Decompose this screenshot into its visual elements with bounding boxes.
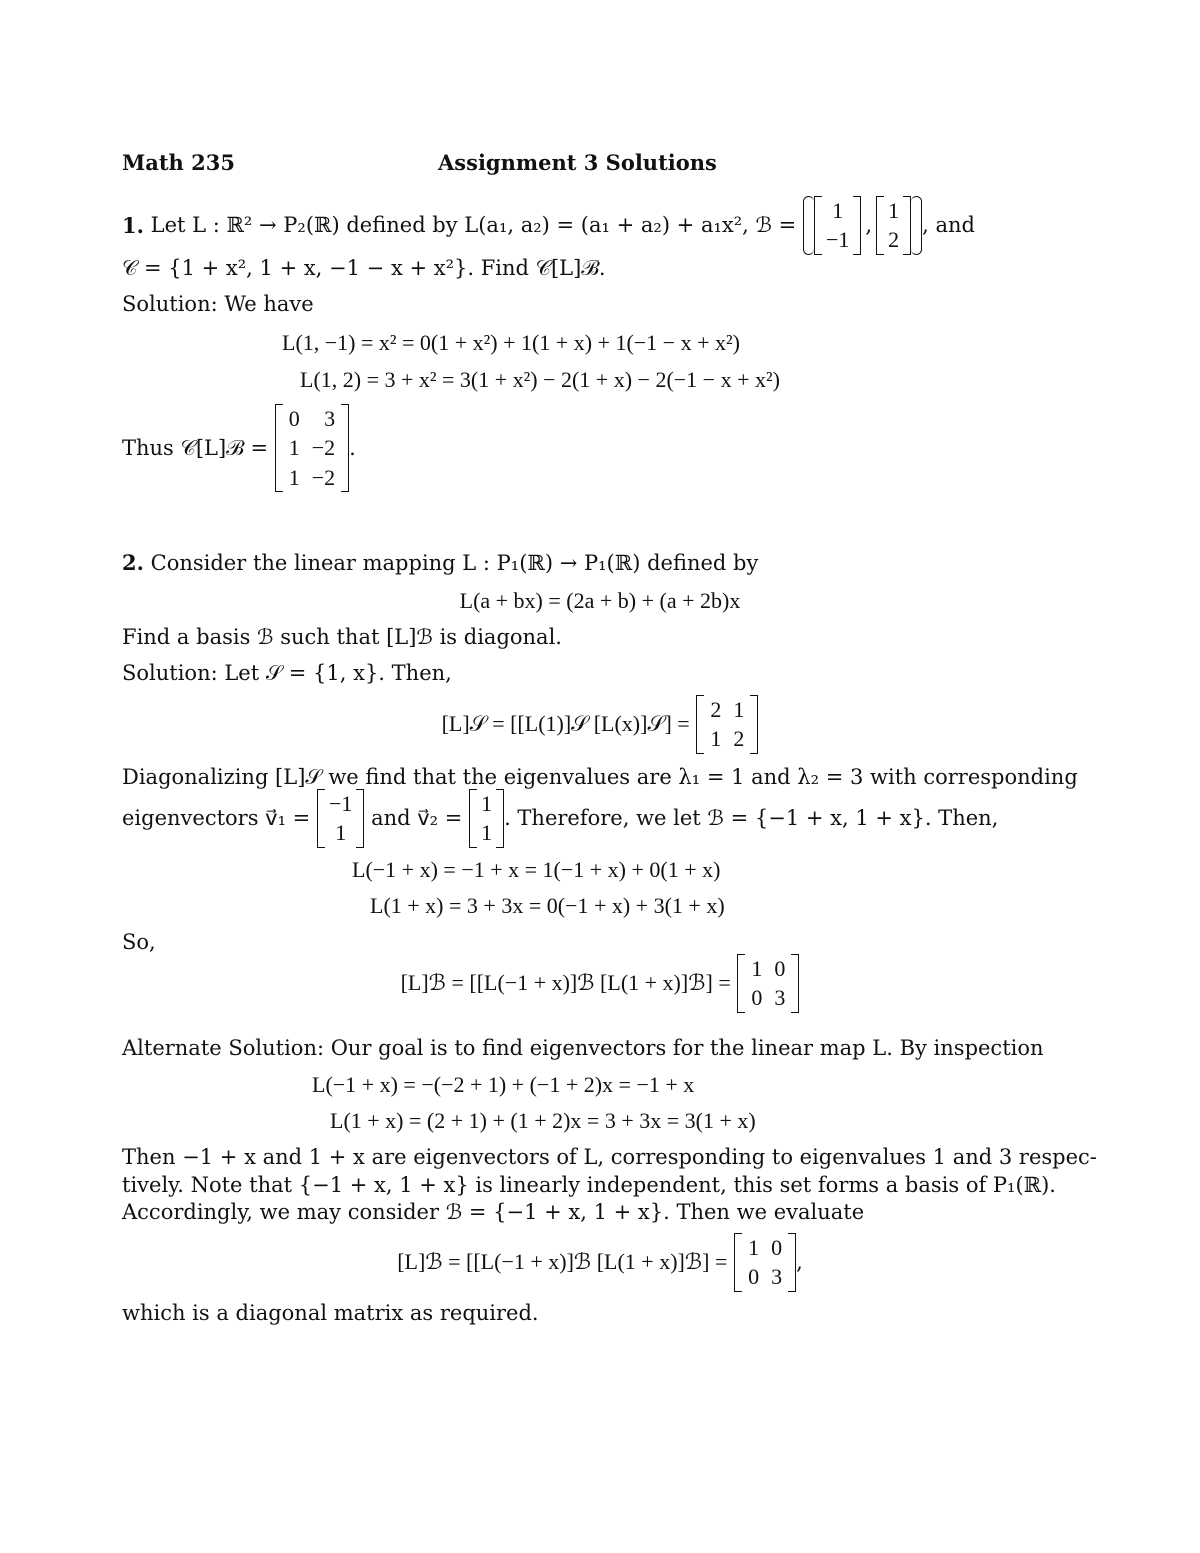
basis-B-vector-2	[876, 196, 911, 255]
cell: 2	[888, 227, 900, 252]
cell: 0	[774, 955, 786, 981]
cell: 1	[748, 1234, 760, 1260]
q2-alt-paragraph-3: Accordingly, we may consider ℬ = {−1 + x, 1 + x}. Then we evaluate	[122, 1200, 865, 1224]
q2-eigenvectors-line	[122, 789, 998, 847]
matrix-L-B	[737, 954, 799, 1013]
cell: −1	[328, 790, 353, 816]
cell: 1	[288, 464, 300, 490]
basis-B: 1 −1 , 1 2	[803, 196, 922, 255]
q2-alt-intro: Alternate Solution: Our goal is to find eigenvectors for the linear map L. By inspection	[122, 1036, 1044, 1060]
q2-LS-line	[0, 694, 1200, 754]
cell: 1	[481, 790, 493, 816]
cell: −1	[825, 227, 850, 252]
q2-task: Find a basis ℬ such that [L]ℬ is diagonal.	[122, 625, 562, 649]
q2-LB-line	[0, 953, 1200, 1013]
matrix-L-S	[696, 695, 758, 754]
q2-LB-equation: [L]ℬ = [[L(−1 + x)]ℬ [L(1 + x)]ℬ] =	[400, 970, 731, 995]
cell: 0	[748, 1264, 760, 1289]
q2-eig-suffix: . Therefore, we let ℬ = {−1 + x, 1 + x}. Then,	[504, 805, 999, 830]
cell: −2	[311, 435, 336, 461]
cell: 1	[751, 955, 763, 981]
q2-alt-paragraph-1: Then −1 + x and 1 + x are eigenvectors of L, corresponding to eigenvalues 1 and 3 respec-	[122, 1145, 1097, 1169]
q2-eig-prefix: eigenvectors v⃗₁ =	[122, 805, 311, 830]
cell: 1	[710, 726, 722, 751]
q2-so: So,	[122, 930, 156, 954]
q2-diagonalizing: Diagonalizing [L]𝒮 we find that the eigenvalues are λ₁ = 1 and λ₂ = 3 with corresponding	[122, 765, 1078, 789]
q1-equation-1: L(1, −1) = x² = 0(1 + x²) + 1(1 + x) + 1(−1 − x + x²)	[282, 330, 740, 355]
q1-end: .	[349, 435, 356, 460]
q2-map-equation: L(a + bx) = (2a + b) + (a + 2b)x	[459, 588, 741, 613]
basis-B-vector-1	[814, 196, 861, 255]
q2-LB2-equation: [L]ℬ = [[L(−1 + x)]ℬ [L(1 + x)]ℬ] =	[397, 1249, 728, 1274]
eigenvector-v2	[469, 789, 504, 848]
q2-final: which is a diagonal matrix as required.	[122, 1301, 539, 1325]
eigenvector-v1	[317, 789, 364, 848]
q1-line1-end: , and	[922, 212, 975, 237]
q1-thus-label: Thus 𝒞[L]ℬ =	[122, 435, 269, 460]
cell: 0	[751, 985, 763, 1010]
cell: 3	[774, 985, 786, 1010]
cell: 3	[324, 405, 336, 431]
course-name: Math 235	[122, 150, 235, 175]
q2-equation-4: L(1 + x) = 3 + 3x = 0(−1 + x) + 3(1 + x)	[370, 893, 725, 918]
q1-equation-2: L(1, 2) = 3 + x² = 3(1 + x²) − 2(1 + x) − 2(−1 − x + x²)	[300, 367, 780, 392]
assignment-title: Assignment 3 Solutions	[438, 150, 717, 175]
q2-LS-equation: [L]𝒮 = [[L(1)]𝒮 [L(x)]𝒮] =	[441, 711, 690, 736]
cell: 1	[832, 197, 844, 223]
q1-conclusion	[122, 404, 356, 492]
cell: 2	[710, 696, 722, 722]
q2-eig-mid: and v⃗₂ =	[371, 805, 463, 830]
q2-solution-intro: Solution: Let 𝒮 = {1, x}. Then,	[122, 661, 452, 685]
cell: 1	[733, 696, 745, 722]
q2-alt-equation-2: L(1 + x) = (2 + 1) + (1 + 2)x = 3 + 3x = 3(1 + x)	[330, 1108, 756, 1133]
cell: 3	[771, 1264, 783, 1289]
q2-number: 2.	[122, 550, 144, 575]
q1-line1	[122, 194, 975, 256]
cell: 1	[288, 435, 300, 461]
matrix-C-L-B	[275, 404, 349, 493]
q2-LB2-line	[0, 1232, 1200, 1292]
q2-alt-equation-1: L(−1 + x) = −(−2 + 1) + (−1 + 2)x = −1 + x	[312, 1072, 695, 1097]
matrix-L-B-alt	[734, 1233, 796, 1292]
q2-alt-paragraph-2: tively. Note that {−1 + x, 1 + x} is linearly independent, this set forms a basis of P₁(ℝ).	[122, 1173, 1056, 1197]
cell: −2	[311, 464, 336, 490]
q2-equation-3: L(−1 + x) = −1 + x = 1(−1 + x) + 0(1 + x)	[352, 857, 721, 882]
q2-LB2-end: ,	[796, 1249, 803, 1274]
q1-statement: Let L : ℝ² → P₂(ℝ) defined by L(a₁, a₂) = (a₁ + a₂) + a₁x², ℬ =	[150, 212, 797, 237]
cell: 1	[481, 820, 493, 845]
cell: 1	[335, 820, 347, 845]
q2-statement-line	[122, 552, 758, 574]
q1-number: 1.	[122, 212, 144, 238]
cell: 1	[888, 197, 900, 223]
cell: 2	[733, 726, 745, 751]
cell: 0	[771, 1234, 783, 1260]
q1-solution-intro: Solution: We have	[122, 292, 314, 316]
cell: 0	[288, 405, 300, 431]
q1-line2: 𝒞 = {1 + x², 1 + x, −1 − x + x²}. Find 𝒞[L]ℬ.	[122, 256, 606, 280]
q2-statement: Consider the linear mapping L : P₁(ℝ) → P₁(ℝ) defined by	[150, 551, 759, 575]
